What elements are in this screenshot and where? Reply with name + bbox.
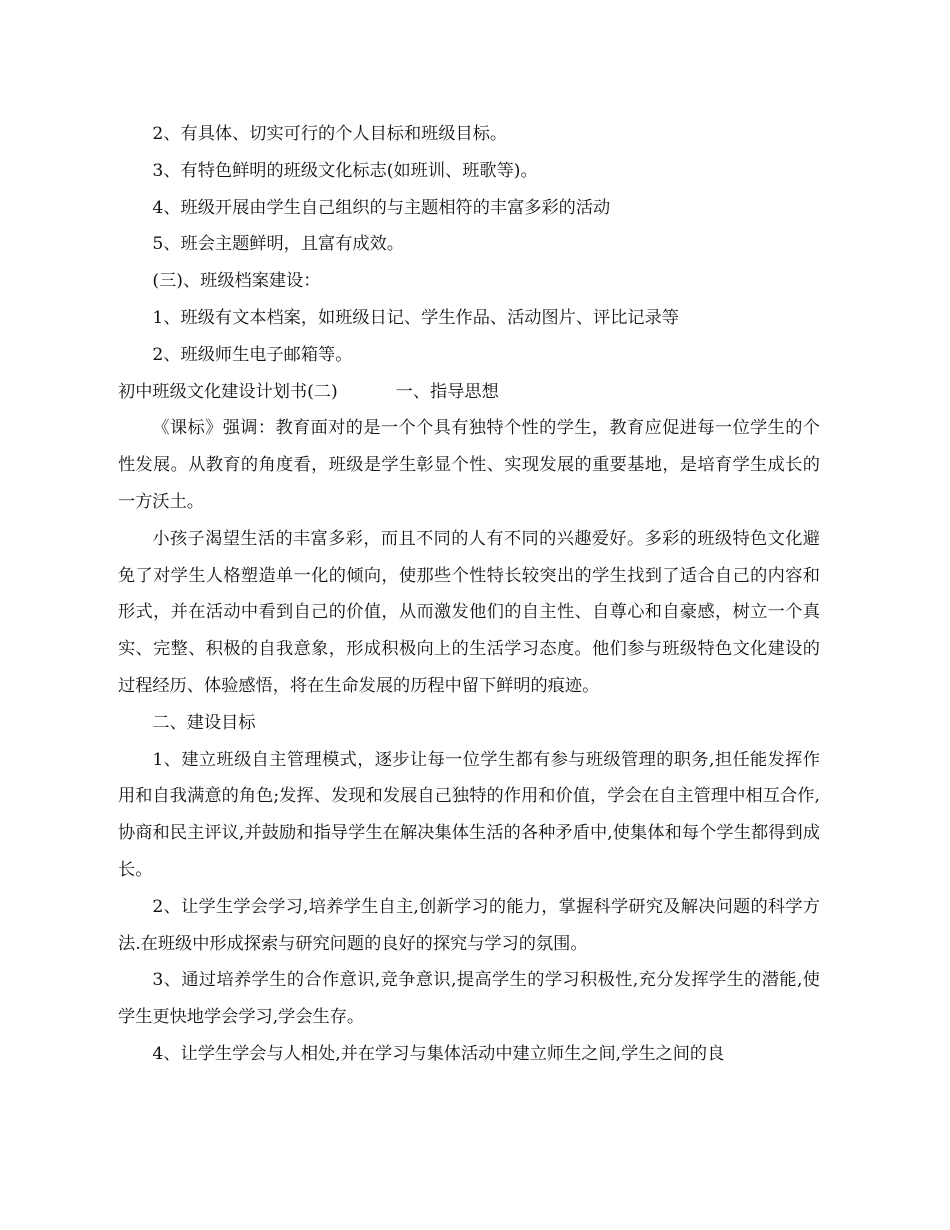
goal-paragraph: 1、建立班级自主管理模式，逐步让每一位学生都有参与班级管理的职务,担任能发挥作用和自我满意的角色;发挥、发现和发展自己独特的作用和价值，学会在自主管理中相互合作,协商和民主评议,并鼓励和指导学生在解决集体生活的各种矛盾中,使集体和每个学生都得到成长。 [118, 749, 820, 880]
guiding-heading: 一、指导思想 [395, 381, 499, 402]
section-heading: (三)、班级档案建设： [152, 271, 321, 292]
section-heading: 二、建设目标 [152, 712, 256, 733]
paragraph: 《课标》强调：教育面对的是一个个具有独特个性的学生，教育应促进每一位学生的个性发展。从教育的角度看，班级是学生彰显个性、实现发展的重要基地，是培育学生成长的一方沃土。 [118, 418, 820, 512]
list-item: 2、班级师生电子邮箱等。 [152, 344, 353, 365]
goal-paragraph: 4、让学生学会与人相处,并在学习与集体活动中建立师生之间,学生之间的良 [152, 1043, 725, 1064]
list-item: 4、班级开展由学生自己组织的与主题相符的丰富多彩的活动 [152, 197, 611, 218]
title-row [118, 374, 820, 411]
goal-paragraph: 3、通过培养学生的合作意识,竞争意识,提高学生的学习积极性,充分发挥学生的潜能,使学生更快地学会学习,学会生存。 [118, 970, 820, 1028]
paragraph: 小孩子渴望生活的丰富多彩，而且不同的人有不同的兴趣爱好。多彩的班级特色文化避免了对学生人格塑造单一化的倾向，使那些个性特长较突出的学生找到了适合自己的内容和形式，并在活动中看到自己的价值，从而激发他们的自主性、自尊心和自豪感，树立一个真实、完整、积极的自我意象，形成积极向上的生活学习态度。他们参与班级特色文化建设的过程经历、体验感悟，将在生命发展的历程中留下鲜明的痕迹。 [118, 528, 820, 696]
list-item: 2、有具体、切实可行的个人目标和班级目标。 [152, 124, 508, 144]
list-item: 5、班会主题鲜明，且富有成效。 [152, 234, 404, 255]
goal-paragraph: 2、让学生学会学习,培养学生自主,创新学习的能力，掌握科学研究及解决问题的科学方法.在班级中形成探索与研究问题的良好的探究与学习的氛围。 [118, 896, 820, 954]
document-title: 初中班级文化建设计划书(二) [118, 381, 338, 402]
list-item: 3、有特色鲜明的班级文化标志(如班训、班歌等)。 [152, 160, 538, 181]
list-item: 1、班级有文本档案，如班级日记、学生作品、活动图片、评比记录等 [152, 307, 679, 328]
